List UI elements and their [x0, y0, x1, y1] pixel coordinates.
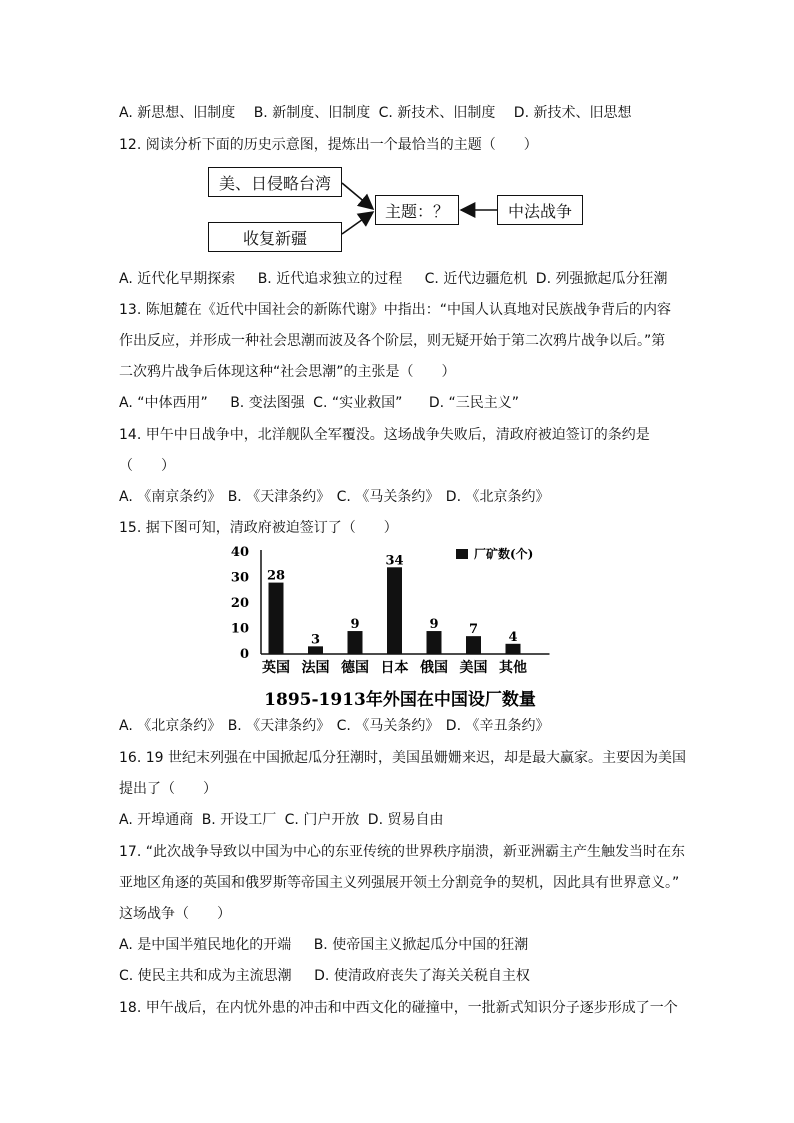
q15-option-b: B. 《天津条约》 — [227, 718, 331, 734]
bar-value-label: 9 — [429, 617, 439, 633]
legend-swatch — [456, 549, 468, 559]
q13-option-b: B. 变法图强 — [230, 395, 305, 411]
q11-option-b: B. 新制度、旧制度 — [253, 105, 371, 121]
x-category-label: 日本 — [380, 660, 409, 676]
q14-option-c: C. 《马关条约》 — [336, 489, 440, 505]
q15-option-c: C. 《马关条约》 — [336, 718, 440, 734]
q15-options — [119, 716, 563, 736]
q14-options — [119, 487, 563, 507]
q17-option-c: C. 使民主共和成为主流思潮 — [119, 968, 292, 984]
q16-option-c: C. 门户开放 — [284, 812, 360, 828]
x-category-label: 其他 — [499, 660, 527, 676]
bar-6 — [466, 636, 481, 654]
q12-options — [119, 269, 681, 289]
q13-line-2: 作出反应，并形成一种社会思潮而波及各个阶层，则无疑开始于第二次鸦片战争以后。”第 — [119, 333, 666, 349]
diagram-box-sino-french-war: 中法战争 — [497, 195, 583, 225]
x-category-label: 德国 — [341, 660, 369, 676]
bar-value-label: 3 — [310, 632, 321, 648]
bar-4 — [387, 567, 402, 654]
q16-line-1: 16. 19 世纪末列强在中国掀起瓜分狂潮时，美国虽姗姗来迟，却是最大赢家。主要因为美国 — [119, 750, 686, 766]
diagram-box-xinjiang: 收复新疆 — [208, 222, 342, 252]
arrow-from-xinjiang — [342, 212, 373, 234]
bar-value-label: 28 — [266, 568, 286, 584]
x-category-label: 法国 — [301, 660, 330, 676]
q16-options — [119, 810, 457, 830]
q12-option-c: C. 近代边疆危机 — [424, 271, 528, 287]
bar-value-label: 7 — [468, 622, 479, 638]
legend-label: 厂矿数(个) — [474, 547, 534, 561]
y-tick-label: 0 — [239, 647, 249, 662]
y-tick-label: 30 — [230, 570, 249, 586]
q13-options — [119, 393, 533, 413]
factory-count-bar-chart — [228, 542, 568, 712]
q18-line-1: 18. 甲午战后，在内忧外患的冲击和中西文化的碰撞中，一批新式知识分子逐步形成了一个 — [119, 1000, 678, 1016]
q11-option-c: C. 新技术、旧制度 — [378, 105, 496, 121]
q17-line-1: 17. “此次战争导致以中国为中心的东亚传统的世界秩序崩溃，新亚洲霸主产生触发当时在东 — [119, 844, 685, 860]
bar-3 — [348, 631, 363, 654]
q12-stem: 12. 阅读分析下面的历史示意图，提炼出一个最恰当的主题（ ） — [119, 137, 538, 153]
q17-option-a: A. 是中国半殖民地化的开端 — [119, 937, 292, 953]
q14-option-b: B. 《天津条约》 — [227, 489, 331, 505]
q15-option-a: A. 《北京条约》 — [119, 718, 222, 734]
bar-value-label: 4 — [508, 629, 518, 645]
q15-option-d: D. 《辛丑条约》 — [445, 718, 550, 734]
bar-value-label: 34 — [385, 553, 404, 569]
bar-5 — [427, 631, 442, 654]
y-tick-label: 20 — [230, 596, 249, 611]
q13-option-c: C. “实业救国” — [313, 395, 403, 411]
arrow-from-taiwan — [342, 183, 373, 209]
q17-line-3: 这场战争（ ） — [119, 906, 231, 922]
q17-options-row-1 — [119, 935, 542, 955]
diagram-box-taiwan: 美、日侵略台湾 — [208, 167, 342, 197]
q17-option-d: D. 使清政府丧失了海关关税自主权 — [314, 968, 530, 984]
y-tick-label: 10 — [230, 621, 249, 637]
q17-options-row-2 — [119, 966, 544, 986]
q17-line-2: 亚地区角逐的英国和俄罗斯等帝国主义列强展开领土分割竞争的契机，因此具有世界意义。” — [119, 875, 680, 891]
q14-option-d: D. 《北京条约》 — [445, 489, 550, 505]
q13-option-d: D. “三民主义” — [428, 395, 519, 411]
bar-7 — [506, 644, 521, 654]
q16-option-d: D. 贸易自由 — [367, 812, 444, 828]
x-category-label: 美国 — [459, 660, 488, 676]
q16-option-b: B. 开设工厂 — [201, 812, 277, 828]
q11-option-a: A. 新思想、旧制度 — [119, 105, 236, 121]
q12-option-b: B. 近代追求独立的过程 — [257, 271, 403, 287]
x-category-label: 俄国 — [420, 660, 448, 676]
chart-title: 1895-1913年外国在中国设厂数量 — [264, 690, 536, 710]
q12-option-a: A. 近代化早期探索 — [119, 271, 236, 287]
q17-option-b: B. 使帝国主义掀起瓜分中国的狂潮 — [313, 937, 529, 953]
bar-value-label: 9 — [350, 617, 360, 633]
diagram-box-theme: 主题：？ — [375, 195, 459, 225]
q16-line-2: 提出了（ ） — [119, 781, 217, 797]
bar-1 — [269, 583, 284, 654]
q15-stem: 15. 据下图可知，清政府被迫签订了（ ） — [119, 520, 398, 536]
q13-line-3: 二次鸦片战争后体现这种“社会思潮”的主张是（ ） — [119, 364, 456, 380]
bar-2 — [308, 646, 323, 654]
x-category-label: 英国 — [262, 660, 290, 676]
q11-option-d: D. 新技术、旧思想 — [513, 105, 632, 121]
q14-option-a: A. 《南京条约》 — [119, 489, 222, 505]
q13-line-1: 13. 陈旭麓在《近代中国社会的新陈代谢》中指出：“中国人认真地对民族战争背后的内容 — [119, 302, 671, 318]
q14-line-2: （ ） — [119, 458, 175, 474]
q14-line-1: 14. 甲午中日战争中，北洋舰队全军覆没。这场战争失败后，清政府被迫签订的条约是 — [119, 427, 650, 443]
y-tick-label: 40 — [230, 545, 249, 560]
q12-option-d: D. 列强掀起瓜分狂潮 — [535, 271, 668, 287]
q11-options — [119, 103, 645, 123]
q16-option-a: A. 开埠通商 — [119, 812, 194, 828]
q13-option-a: A. “中体西用” — [119, 395, 208, 411]
